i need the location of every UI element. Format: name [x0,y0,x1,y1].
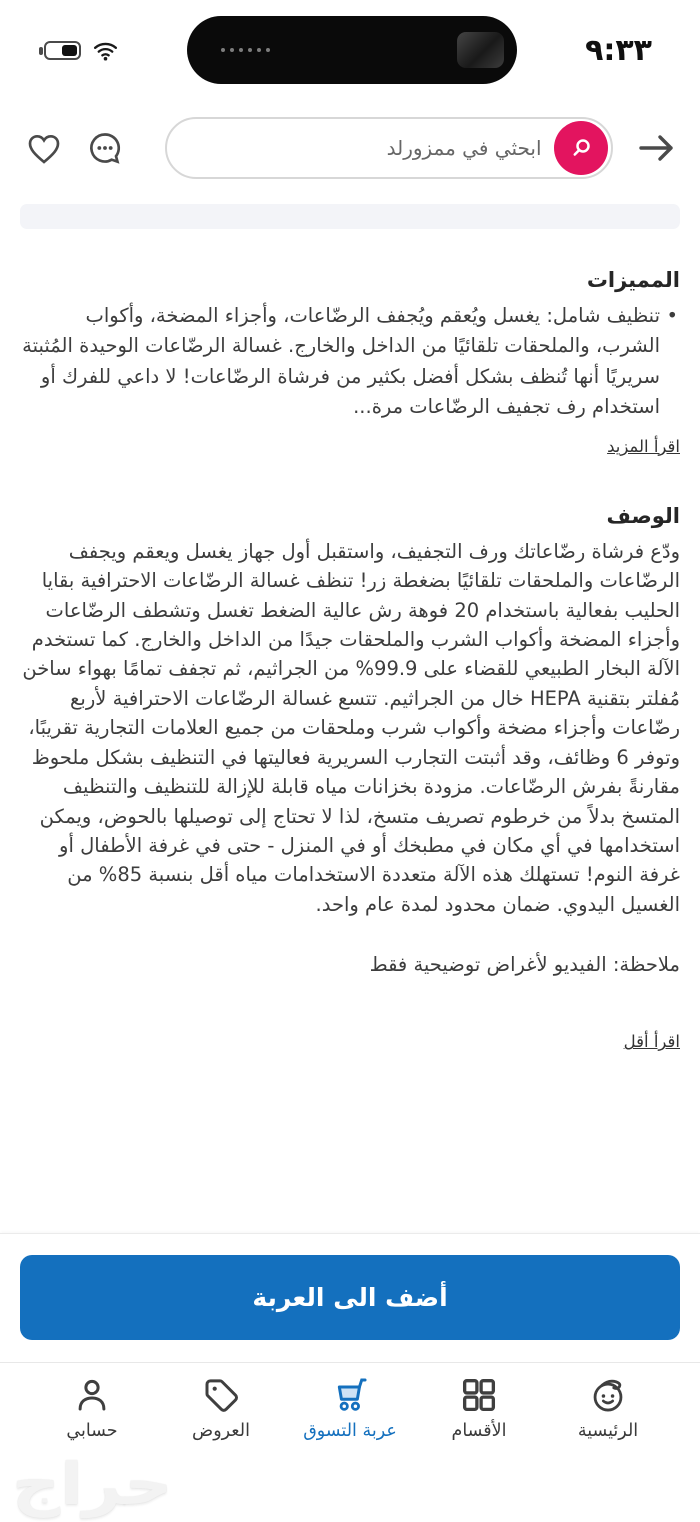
search-icon [566,133,596,163]
wifi-icon [92,37,119,64]
nav-label-cart: عربة التسوق [303,1421,397,1441]
add-to-cart-button[interactable]: أضف الى العربة [20,1255,680,1340]
search-bar[interactable] [165,117,612,179]
heart-icon [24,128,64,168]
search-input[interactable] [167,136,553,160]
description-title: الوصف [606,503,680,528]
nav-label-home: الرئيسية [577,1421,639,1441]
account-person-icon [71,1374,113,1416]
read-less-link[interactable]: اقرأ أقل [623,1032,680,1052]
shopping-cart-icon [329,1374,371,1416]
battery-fill [62,45,77,56]
wishlist-heart-button[interactable] [22,128,66,168]
product-details-content[interactable] [0,195,700,1233]
status-indicators [44,37,119,64]
description-body: ودّع فرشاة رضّاعاتك ورف التجفيف، واستقبل أول جهاز يغسل ويعقم ويجفف الرضّاعات والملحقات تلقائيًا بضغطة زر! تنظف غسالة الرضّاعات الاحترافية بقايا الحليب بفعالية باستخدام 20 فوهة رش عالية الضغط تغسل وتشطف الرضّاعات وأجزاء المضخة وأكواب الشرب والملحقات جيدًا من الداخل والخارج. كما تستخدم الآلة البخار الطبيعي للقضاء على 99.9% من الجراثيم، ثم تجفف تمامًا بهواء ساخن مُفلتر بتقنية HEPA خال من الجراثيم. تتسع غسالة الرضّاعات الاحترافية لأربع رضّاعات وأجزاء مضخة وأكواب شرب وملحقات من جميع العلامات التجارية تقريبًا، وتوفر 6 وظائف، وقد أثبتت التجارب السريرية فعاليتها في التنظيف بشكل ملحوظ مقارنةً بفرش الرضّاعات. مزودة بخزانات مياه قابلة للإزالة للتنظيف والتنظيف المتسخ بدلاً من خرطوم تصريف متسخ، لذا لا تحتاج إلى توصيلها بالحوض، ويمكن استخدامها في أي مكان في مطبخك أو في المنزل - حتى في غرفة الأطفال أو غرفة النوم! تستهلك هذه الآلة متعددة الاستخدامات مياه أقل بنسبة 85% من الغسيل اليدوي. ضمان محدود لمدة عام واحد. [22,539,680,916]
battery-icon [44,41,81,60]
feature-item: • تنظيف شامل: يغسل ويُعقم ويُجفف الرضّاعات، وأجزاء المضخة، وأكواب الشرب، والملحقات تلقائيًا من الداخل والخارج. غسالة الرضّاعات الوحيدة المُثبتة سريريًا أنها تُنظف بشكل أفضل بكثير من فرشاة الرضّاعات! لا داعي للفرك أو استخدام رف تجفيف الرضّاعات مرة... [20,301,680,423]
search-submit-button[interactable] [554,121,608,175]
description-note: ملاحظة: الفيديو لأغراض توضيحية فقط [369,953,680,977]
status-time: ٩:٣٣ [585,32,652,68]
chat-bubble-icon [85,128,125,168]
features-list [20,301,680,423]
back-button[interactable] [631,124,682,172]
categories-grid-icon [458,1374,500,1416]
features-title: المميزات [586,268,680,292]
nav-item-categories[interactable] [423,1374,535,1441]
nav-item-offers[interactable] [165,1374,277,1441]
home-face-icon [587,1374,629,1416]
bottom-navigation [0,1362,700,1522]
arrow-right-icon [632,124,680,172]
nav-label-account: حسابي [66,1421,118,1441]
cta-footer [0,1233,700,1362]
nav-label-categories: الأقسام [451,1421,507,1441]
read-more-link[interactable]: اقرأ المزيد [607,436,680,456]
offers-tag-icon [200,1374,242,1416]
nav-item-home[interactable] [552,1374,664,1441]
haraj-watermark: حراج [12,1450,173,1518]
nav-item-cart[interactable] [294,1374,406,1441]
header-bar [0,100,700,195]
nav-label-offers: العروض [192,1421,250,1441]
dynamic-island[interactable] [187,16,517,84]
status-bar [0,0,700,100]
battery-nub [39,47,43,55]
section-divider-bar [20,204,680,229]
island-dots [221,48,270,52]
island-thumbnail [457,32,504,68]
nav-item-account[interactable] [36,1374,148,1441]
chat-support-button[interactable] [84,128,128,168]
